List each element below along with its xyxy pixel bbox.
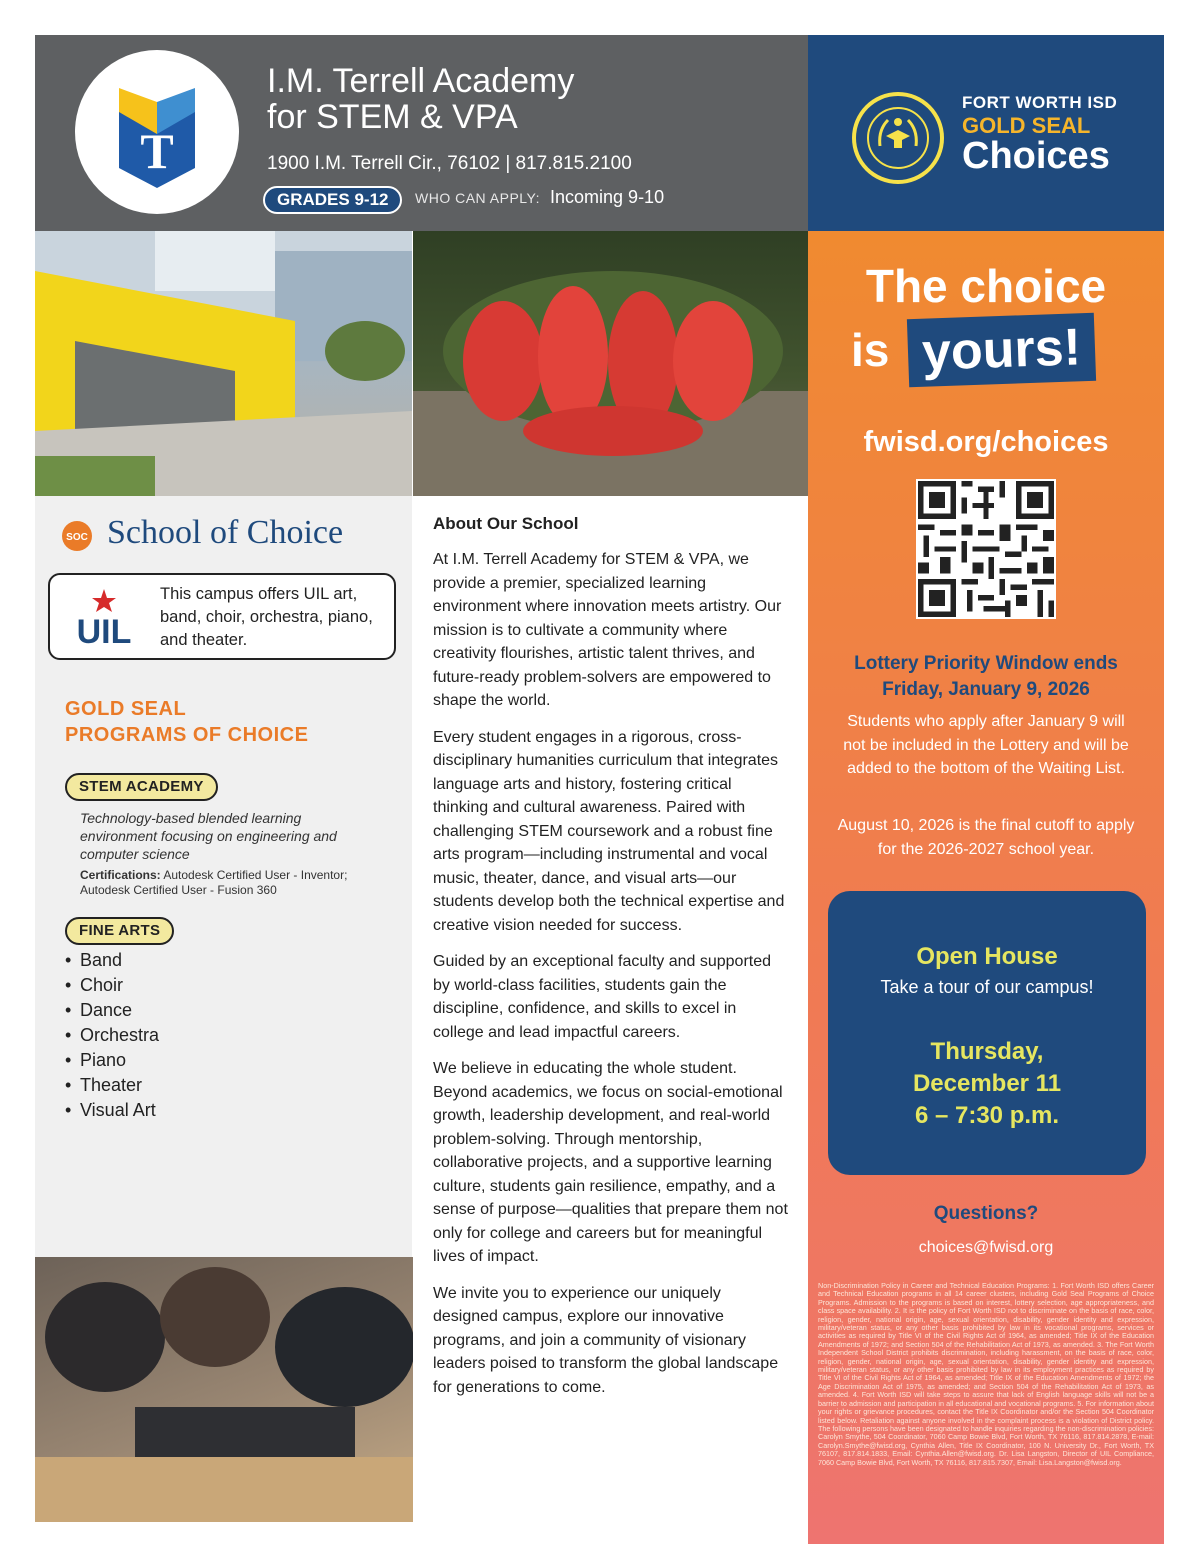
list-item: • Visual Art (65, 1098, 159, 1123)
list-item: • Dance (65, 998, 159, 1023)
about-paragraph: Guided by an exceptional faculty and supported by world-class facilities, students gain the discipline, confidence, and skills to excel in college and lead impactful careers. (433, 953, 772, 1041)
uil-info-box (48, 573, 396, 660)
open-house-card (828, 891, 1146, 1175)
headline-yours: yours! (907, 313, 1096, 387)
school-name-line2: for STEM & VPA (267, 98, 518, 136)
about-title: About Our School (433, 514, 579, 533)
gold-seal-choices: Choices (962, 135, 1110, 177)
about-section (433, 514, 790, 1412)
stem-certifications (80, 868, 370, 898)
stem-description: Technology-based blended learning environment focusing on engineering and computer science (80, 810, 337, 862)
stem-cert-label: Certifications: (80, 868, 161, 882)
soc-badge-text: SOC (66, 532, 88, 543)
choices-link[interactable]: fwisd.org/choices (863, 426, 1109, 458)
students-working-photo (35, 1257, 413, 1522)
school-header (35, 35, 808, 231)
district-seal-icon (850, 90, 946, 186)
final-cutoff-note: August 10, 2026 is the final cutoff to apply for the 2026-2027 school year. (837, 817, 1135, 858)
uil-logo-icon (64, 587, 144, 647)
qr-code-icon[interactable] (916, 479, 1056, 619)
open-house-subtitle: Take a tour of our campus! (880, 977, 1094, 997)
dancers-photo (413, 231, 808, 496)
school-name (267, 63, 574, 135)
headline-line1: The choice (865, 260, 1107, 312)
open-house-date: December 11 (912, 1070, 1062, 1097)
lottery-details: Students who apply after January 9 will not be included in the Lottery and will be added to the bottom of the Waiting List. (843, 713, 1129, 777)
gold-seal-header (808, 35, 1164, 231)
who-can-apply-label: WHO CAN APPLY: (415, 190, 540, 206)
about-paragraph: We invite you to experience our uniquely designed campus, explore our innovative programs, and join a community of visionary leaders poised to transform the global landscape for generations to come. (433, 1284, 779, 1396)
who-can-apply-value: Incoming 9-10 (550, 187, 665, 207)
fine-arts-badge: FINE ARTS (65, 917, 174, 945)
stem-cert-value: Autodesk Certified User - Inventor; Autodesk Certified User - Fusion 360 (80, 868, 348, 897)
gold-seal-title-line2: PROGRAMS OF CHOICE (65, 724, 309, 746)
who-can-apply (415, 187, 664, 208)
uil-logo-text: UIL (76, 613, 132, 647)
gold-seal-programs-title (65, 696, 308, 748)
shield-logo-icon (75, 50, 239, 214)
campus-building-photo (35, 231, 412, 496)
about-paragraph: Every student engages in a rigorous, cross-disciplinary humanities curriculum that integrates language arts and history, fostering critical thinking and cultural awareness. Paired with challenging STEM coursework and a robust fine arts program—including instrumental and vocal music, theater, dance, and visual arts—our students develop both the technical expertise and creative vision needed for success. (433, 728, 785, 934)
choice-sidebar (808, 231, 1164, 1544)
headline-is: is (851, 324, 890, 376)
grades-badge: GRADES 9-12 (263, 186, 402, 214)
school-of-choice-title: School of Choice (107, 514, 344, 551)
fine-arts-list (65, 948, 159, 1123)
open-house-time: 6 – 7:30 p.m. (914, 1102, 1060, 1129)
gold-seal-label: GOLD SEAL (962, 113, 1091, 138)
open-house-datetime (828, 1036, 1146, 1132)
list-item: • Piano (65, 1048, 159, 1073)
soc-badge-icon (61, 520, 93, 552)
about-paragraph: We believe in educating the whole student. Beyond academics, we focus on social-emotional growth, leadership development, and real-world problem-solving. Through mentorship, collaborative projects, and a supportive learning culture, students gain resilience, empathy, and a sense of purpose—qualities that prepare them not only for college and careers but for meaningful lives of impact. (433, 1060, 788, 1265)
contact-email-link[interactable]: choices@fwisd.org (918, 1239, 1054, 1256)
open-house-title: Open House (916, 943, 1058, 970)
school-name-line1: I.M. Terrell Academy (267, 62, 575, 100)
school-address: 1900 I.M. Terrell Cir., 76102 | 817.815.2100 (267, 153, 632, 174)
school-logo (75, 50, 239, 214)
school-of-choice-panel (35, 496, 412, 1257)
list-item: • Orchestra (65, 1023, 159, 1048)
lottery-title-line1: Lottery Priority Window ends (854, 653, 1118, 674)
lottery-title (808, 651, 1164, 703)
uil-description: This campus offers UIL art, band, choir, orchestra, piano, and theater. (160, 585, 373, 649)
questions-heading: Questions? (933, 1203, 1039, 1224)
list-item: • Choir (65, 973, 159, 998)
gold-seal-title-line1: GOLD SEAL (65, 698, 187, 720)
lottery-title-line2: Friday, January 9, 2026 (882, 679, 1090, 700)
open-house-day: Thursday, (930, 1038, 1044, 1065)
logo-letter: T (140, 123, 174, 179)
about-paragraph: At I.M. Terrell Academy for STEM & VPA, we provide a premier, specialized learning environment where innovation meets artistry. Our mission is to cultivate a community where creativity flourishes, artistic talent thrives, and future-ready problem-solvers are empowered to shape the world. (433, 551, 782, 709)
list-item: • Theater (65, 1073, 159, 1098)
stem-academy-badge: STEM ACADEMY (65, 773, 218, 801)
gold-seal-district: FORT WORTH ISD (962, 93, 1118, 112)
list-item: • Band (65, 948, 159, 973)
non-discrimination-policy: Non-Discrimination Policy in Career and Technical Education Programs: 1. Fort Worth ISD offers Career and Technical Education programs in all 14 career clusters, including Gold Seal Programs of Choice Programs. Admission to the programs is based on interest, lottery selection, age appropriateness, and class space availability. 2. It is the policy of Fort Worth ISD not to discriminate on the basis of race, color, religion, gender, national origin, age, sexual orientation, disability, gender identity and expression, military/veteran status, or any other basis prohibited by law in its vocational programs, services or activities as required by Title VI of the Civil Rights Act of 1964, as amended; Title IX of the Education Amendments of 1972; and Section 504 of the Rehabilitation Act of 1973, as amended. 3. The Fort Worth Independent School District prohibits discrimination, including harassment, on the basis of race, color, religion, gender, national origin, age, sexual orientation, disability, gender identity and expression, military/veteran status, or any other basis prohibited by law in its employment practices as required by Title VI of the Civil Rights Act of 1964, as amended; Title IX of the Education Amendments of 1972; the Age Discrimination Act of 1975, as amended; and Section 504 of the Rehabilitation Act of 1973, as amended. 4. Fort Worth ISD will take steps to assure that lack of English language skills will not be a barrier to admission and participation in all educational and vocational programs. 5. For information about your rights or grievance procedures, contact the Title IX Coordinator and/or the Section 504 Coordinator listed below. Retaliation against anyone involved in the complaint process is a violation of District policy. The following persons have been designated to handle inquiries regarding the non-discrimination policies: Carolyn Smythe, 504 Coordinator, 7060 Camp Bowie Blvd, Fort Worth, TX 76116, 817.814.2878, E-mail: Carolyn.Smythe@fwisd.org, Cynthia Allen, Title IX Coordinator, 100 N. University Dr., Fort Worth, TX 76107, 817.814.1833, Email: Cynthia.Allen@fwisd.org. Dr. Lisa Langston, Director of UIL Compliance, 7060 Camp Bowie Blvd, Fort Worth, TX 76116, 817.815.7307, Email: Lisa.Langston@fwisd.org. (818, 1281, 1154, 1467)
